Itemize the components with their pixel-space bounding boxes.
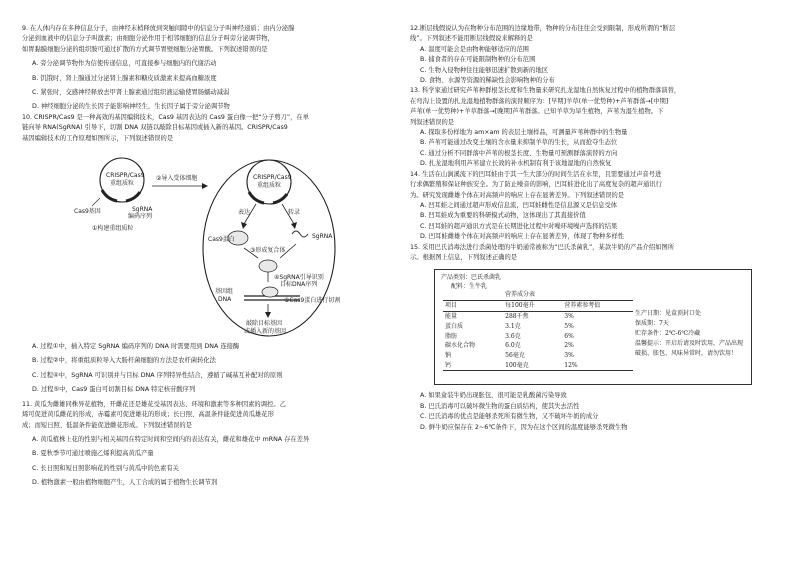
q14-option-b: B. 凹耳蛙成为重要的科研模式动物，这体现出了其直接价值 <box>420 212 586 220</box>
question-11 <box>22 400 384 489</box>
step-5-label: ⑤Cas9蛋白进行切割 <box>284 297 341 305</box>
q10-option-c: C. 过程④中，SgRNA 可识别并与目标 DNA 序列特异性结合，遵循了碱基互补配对的原则 <box>32 371 283 379</box>
sgrna-seq-label-2: 编码序列 <box>128 213 153 221</box>
q14-option-d: D. 凹耳蛙雌雄个体在对高频声的响应上存在显著差异，体现了物种多样性 <box>420 233 625 241</box>
q11-option-c: C. 长日照和短日照影响花的性别与黄瓜中的色素有关 <box>32 464 179 472</box>
table-cell: 3.1克 <box>505 322 521 330</box>
product-category: 产品类别：巴氏杀菌乳 <box>441 274 502 282</box>
step-3-label: ③形成复合体 <box>250 247 286 255</box>
q9-stem-line: 如胃黏膜细胞分泌的组织胺可通过扩散的方式调节胃壁细胞分泌胃酸。下列叙述错误的是 <box>22 45 268 53</box>
q15-option-a: A. 如果盒装牛奶出现胀包，很可能是乳酸菌污染导致 <box>420 392 567 400</box>
warm-tip: 温馨提示：开启后请及时饮用，产品出现 <box>635 340 744 348</box>
q13-stem-line: 13. 科学家通过研究芦苇种群根茎长度和生物量来研究扎龙湿地自然恢复过程中的植物群落演替， <box>410 87 681 95</box>
sgrna-shape <box>292 231 308 237</box>
plasmid-2-label: 重组质粒 <box>257 182 282 190</box>
q12-option-c: C. 生物入侵物种往往能够迅速扩散到新的地区 <box>420 66 549 74</box>
q13-stem-line: 在弯沟上设置的扎龙湿地植物群落的演替顺序为：[早期]羊草(单一优势种)+芦苇群落→[中期] <box>410 97 669 105</box>
q10-option-b: B. 过程②中，将重组质粒导入大肠杆菌细胞的方法是农杆菌转化法 <box>32 357 216 365</box>
q14-stem-line: 为。研究发现雌雄个体在对高频声的响应上存在显著差异。下列叙述错误的是 <box>410 191 625 199</box>
table-cell: 100毫克 <box>503 360 562 370</box>
q10-stem-line: 基因编辑技术的工作原理如图所示，下列叙述错误的是 <box>22 134 174 142</box>
cas9-protein-label: Cas9蛋白 <box>208 236 235 244</box>
q11-stem-line: 成；而短日照、低温条件能促进雌花形成。下列叙述错误的是 <box>22 421 193 429</box>
question-13 <box>410 86 775 169</box>
q9-option-b: B. 饥饿时，肾上腺通过分泌肾上腺素和糖皮质激素来提高血糖浓度 <box>32 74 217 82</box>
express-label: 表达 <box>238 209 251 217</box>
q15-option-b: B. 巴氏消毒可以破坏微生物的蛋白质结构，使其失去活性 <box>420 402 580 410</box>
q10-stem-line: 10. CRISPR/Cas9 是一种高效的基因编辑技术，Cas9 基因表达的 Cas9 蛋白像一把“分子剪刀”，在单 <box>22 113 309 121</box>
q13-option-d: D. 扎龙湿地利用芦苇建立长效的补水机制有利于该地湿地的自然恢复 <box>420 160 612 168</box>
q10-option-d: D. 过程⑤中，Cas9 蛋白可切割目标 DNA 特定核苷酸序列 <box>32 386 196 394</box>
table-row <box>443 331 633 341</box>
table-cell: 钙 <box>443 360 503 370</box>
table-cell: 3.6克 <box>505 332 521 340</box>
q13-stem-line: 芦苇(单一优势种)+羊草群落→[晚期]芦苇群落。已知羊草为旱生植物，芦苇为湿生植物。下 <box>410 108 664 116</box>
transcribe-label: 转录 <box>288 209 301 217</box>
table-cell: 钠 <box>445 351 452 359</box>
question-12 <box>410 24 775 86</box>
q14-stem-line: 14. 生活在山涧溪流下的凹耳蛙由于其一生大部分的时间生活在水里，且需要通过声音号进 <box>410 170 662 178</box>
plasmid-1-label: CRISPR/Cas9 <box>106 172 145 180</box>
q9-option-d: D. 神经细胞分泌的生长因子能影响神经生，生长因子属于旁分泌调节物 <box>32 103 230 111</box>
table-row <box>443 360 633 370</box>
plasmid-1-label: 重组质粒 <box>110 180 135 188</box>
table-row <box>443 322 633 332</box>
sgrna-label: SgRNA <box>312 233 333 241</box>
q11-stem-line: 11. 黄瓜为雌雄同株异花植物，开雌花还是雄花受基因表达、环境和激素等多种因素的调控。乙 <box>22 400 286 408</box>
table-cell: 56毫克 <box>505 351 525 359</box>
table-cell: 蛋白质 <box>445 322 464 330</box>
shelf-life: 保质期：7天 <box>635 320 669 328</box>
q11-option-d: D. 植物激素一般由植物细胞产生，人工合成的属于植物生长调节剂 <box>32 479 218 487</box>
sgrna-segment <box>126 192 140 201</box>
warm-tip-2: 破损、胀包、风味异常时，请勿饮用！ <box>635 350 738 358</box>
q10-option-a: A. 过程①中，插入特定 SgRNA 编码序列的 DNA 时需要用到 DNA 连接酶 <box>32 343 240 351</box>
q9-stem-line: 分泌到血液中的信息分子叫激素；由细胞分泌作用于相邻细胞的信息分子叫旁分泌调节物， <box>22 35 274 43</box>
table-cell: 6.0克 <box>505 342 521 350</box>
nutrition-header-row <box>443 301 633 312</box>
cas9-gene-label: Cas9基因 <box>74 208 101 216</box>
step-2-label: ②导入受体细胞 <box>156 175 198 183</box>
table-cell: 12% <box>562 360 633 370</box>
crispr-diagram <box>22 148 384 338</box>
sgrna-seq-label: SgRNA <box>132 206 153 214</box>
q11-option-b: B. 夏秋季节可通过喷施乙烯利提高黄瓜产量 <box>32 450 154 458</box>
table-row <box>443 351 633 361</box>
right-column <box>410 24 775 433</box>
complex-shape <box>259 260 277 272</box>
q12-option-b: B. 捕食者的存在可能限制物种的分布范围 <box>420 56 536 64</box>
question-15 <box>410 243 775 433</box>
q11-option-a: A. 黄瓜植株上花的性别与相关基因在特定时间和空间内的表达有关，雌花和雄花中 mRNA 存在差异 <box>32 435 310 443</box>
nutrition-header-cell: 项目 <box>443 301 503 312</box>
result-label: 敲除目标基因 <box>246 320 283 328</box>
question-14 <box>410 170 775 243</box>
table-row <box>443 341 633 351</box>
q9-option-a: A. 旁分泌调节物作为信使传递信息，可直接参与细胞内的代谢活动 <box>32 60 217 68</box>
nutrition-header-cell: 营养素参考值 <box>562 301 633 312</box>
milk-product-card <box>434 269 752 385</box>
plasmid-2-label: CRISPR/Cas9 <box>253 174 292 182</box>
q15-option-d: D. 鲜牛奶应保存在 2~6℃条件下，因为在这个区间的温度能够杀死微生物 <box>420 423 628 431</box>
q14-stem-line: 行求偶繁殖和保证种族安全。为了防止噪音的影响，凹耳蛙进化出了高度复杂的超声通讯行 <box>410 181 662 189</box>
table-cell: 5% <box>564 322 574 330</box>
question-9 <box>22 24 384 113</box>
table-cell: 3% <box>564 351 574 359</box>
q12-option-d: D. 食物、水源等资源的稀缺性会影响物种的分布 <box>420 77 555 85</box>
table-cell: 2% <box>564 342 574 350</box>
step-4-label-2: 目标DNA序列 <box>280 281 318 289</box>
genome-dna-label-2: DNA <box>218 296 232 304</box>
q13-option-c: C. 通过分析不同群落中芦苇的根茎长度、生物量可预测群落演替的方向 <box>420 149 618 157</box>
q13-option-b: B. 芦苇可能通过改变土壤的含水量来抑制羊草的生长，从而抢夺生态位 <box>420 139 618 147</box>
table-cell: 脂肪 <box>445 332 458 340</box>
nutrition-table <box>443 300 633 371</box>
q9-option-c: C. 紧张时，交感神经释放去甲肾上腺素通过组织液运输使胃肠蠕动减弱 <box>32 89 230 97</box>
genome-dna-label: 基因组 <box>215 288 234 296</box>
q11-stem-line: 烯可促进黄瓜雌花的形成，赤霉素可促进雄花的形成；长日照、高温条件能促进黄瓜雄花形 <box>22 411 274 419</box>
q15-stem-line: 15. 采用巴氏消毒法进行杀菌处理的牛奶通常被称为“巴氏杀菌乳”，某款牛奶的产品介绍如图所 <box>410 243 675 251</box>
left-column <box>22 24 384 489</box>
q15-stem-line: 示。根据图上信息，下列叙述正确的是 <box>410 253 518 261</box>
q14-option-c: C. 凹耳蛙的超声通讯方式是在长期进化过程中对噪环境噪声选择的结果 <box>420 222 618 230</box>
crispr-diagram-svg <box>22 148 384 338</box>
q14-option-a: A. 凹耳蛙之间通过超声形成信息流，凹耳蛙雌性是信息源又是信息受体 <box>420 201 618 209</box>
q12-stem-line: 12.断层线假说认为在物种分布范围的边缘地带，物种的分布往往会受到限制，形成所谓的“断层 <box>410 25 676 32</box>
q13-option-a: A. 探取多份样地为 am×am 的表层土壤样品，可测量芦苇种群中的生物量 <box>420 129 628 137</box>
table-cell: 能量 <box>445 313 458 321</box>
step-4-label: ④SgRNA引导识别 <box>274 274 324 282</box>
table-cell: 6% <box>564 332 574 340</box>
step-1-label: ①构建重组质粒 <box>92 225 134 233</box>
table-cell: 288千焦 <box>505 313 529 321</box>
nutrition-header-cell: 每100毫升 <box>503 301 562 312</box>
production-date: 生产日期：见盒顶封口处 <box>635 310 702 318</box>
q12-stem-line: 线”。下列叙述不能用断层线假说来解释的是 <box>410 35 533 43</box>
nutrition-caption: 营养成分表 <box>505 291 536 299</box>
q15-option-c: C. 巴氏消毒的优点是能够杀死所有微生物，又不破坏牛奶的成分 <box>420 413 599 421</box>
q12-option-a: A. 温度可能会是由物种能够适应的范围 <box>420 45 529 53</box>
table-cell: 3% <box>564 313 574 321</box>
table-cell: 碳水化合物 <box>445 342 476 350</box>
storage-condition: 贮存条件：2℃-6℃冷藏 <box>635 330 701 338</box>
product-ingredients: 配料：生牛乳 <box>451 283 488 291</box>
question-10 <box>22 113 384 396</box>
q13-stem-line: 列叙述错误的是 <box>410 118 455 126</box>
q10-stem-line: 链向导 RNA(SgRNA) 引导下，切割 DNA 双链以敲除目标基因或插入新的基因。CRISPR/Cas9 <box>22 124 288 132</box>
q9-stem-line: 9. 在人体内存在多种信息分子，由神经末梢释放到突触间隙中的信息分子叫神经递质；由内分泌腺 <box>22 25 295 32</box>
table-row <box>443 312 633 322</box>
cas9-gene-segment <box>102 190 117 201</box>
result-label-2: 或插入新的基因 <box>244 328 287 336</box>
